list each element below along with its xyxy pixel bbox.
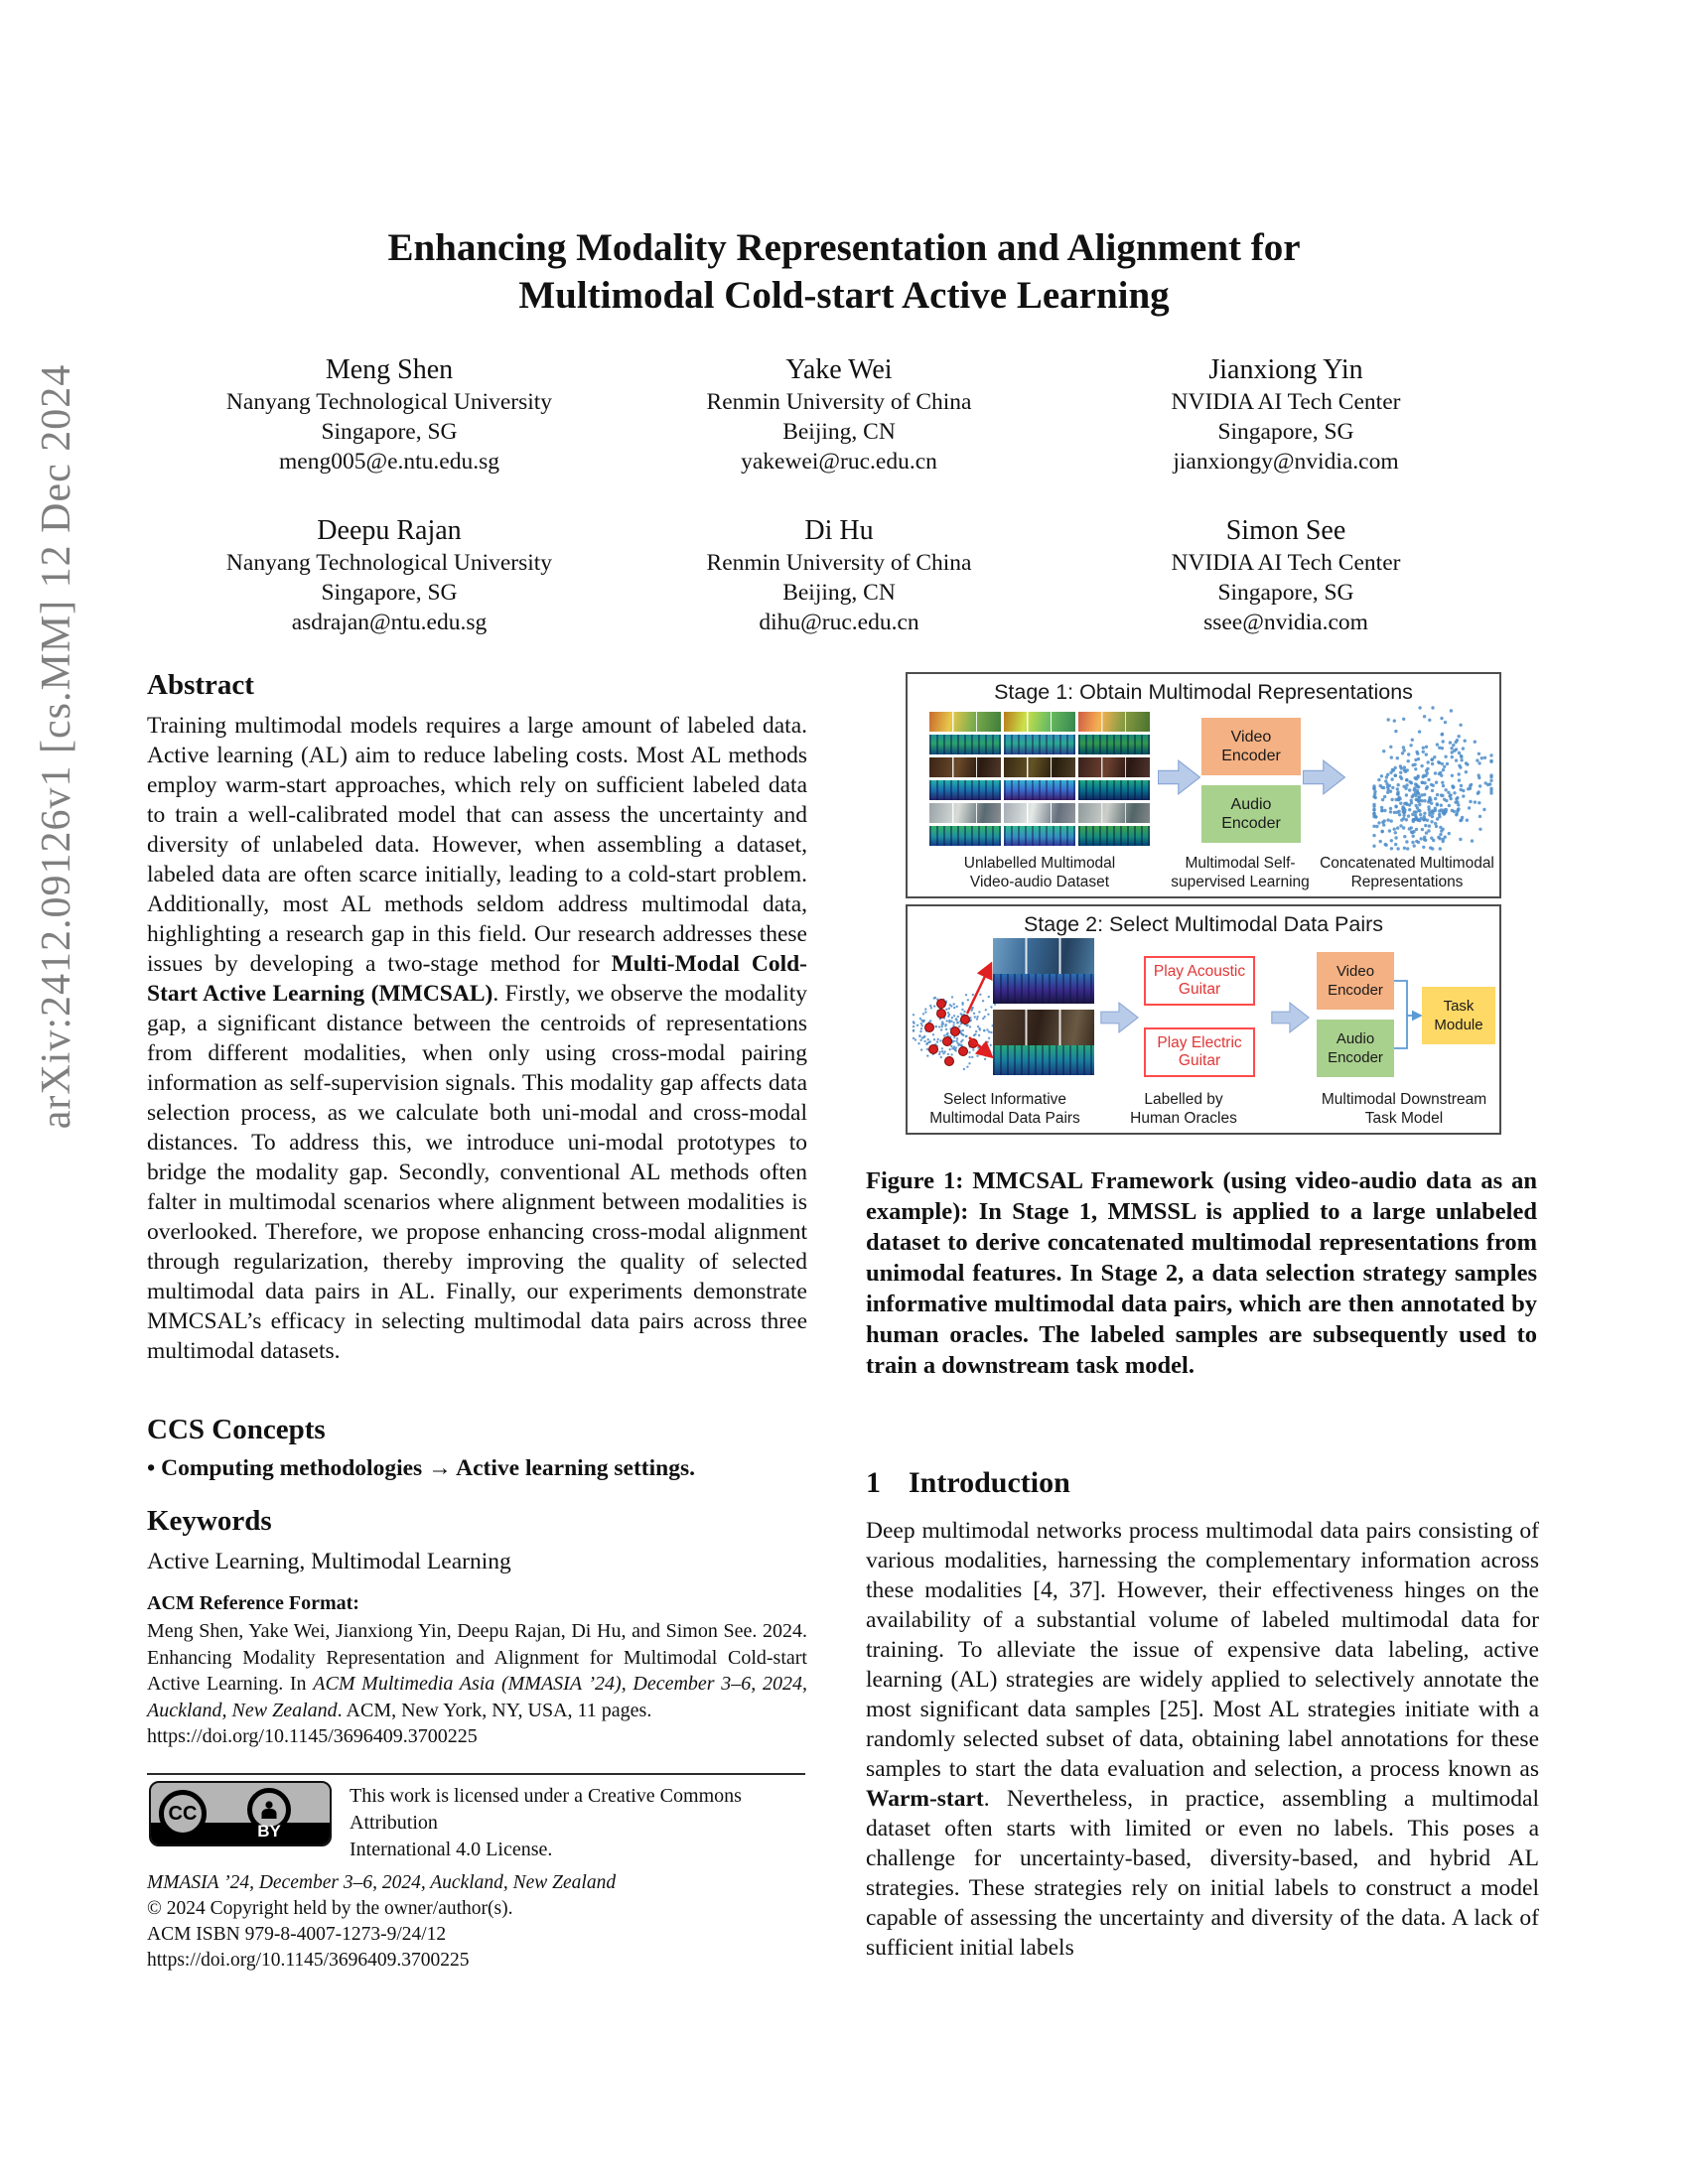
acm-ref-doi-link[interactable]: https://doi.org/10.1145/3696409.3700225	[147, 1725, 478, 1747]
author-location: Singapore, SG	[321, 419, 458, 445]
keywords-heading: Keywords	[147, 1505, 272, 1537]
ccs-concepts-line: • Computing methodologies → Active learning settings.	[147, 1455, 695, 1481]
author-affiliation: NVIDIA AI Tech Center	[1171, 550, 1401, 576]
representations-label: Concatenated Multimodal Representations	[1320, 855, 1494, 890]
title-line-1: Enhancing Modality Representation and Alignment for	[387, 226, 1301, 269]
copyright-block	[147, 1870, 807, 1974]
selection-scatter-plot	[912, 992, 1005, 1077]
keywords-text: Active Learning, Multimodal Learning	[147, 1549, 511, 1574]
author-block	[181, 353, 598, 477]
acm-ref-part2: . ACM, New York, NY, USA, 11 pages.	[337, 1699, 652, 1721]
by-label: BY	[257, 1822, 281, 1841]
right-arrow-icon	[1158, 759, 1201, 795]
copyright-line: © 2024 Copyright held by the owner/author(s).	[147, 1898, 513, 1919]
video-frame-thumb	[1078, 757, 1150, 777]
author-name: Deepu Rajan	[317, 515, 462, 546]
author-affiliation: Nanyang Technological University	[225, 389, 553, 415]
footnote-divider	[147, 1773, 805, 1775]
venue-line: MMASIA ’24, December 3–6, 2024, Auckland, New Zealand	[147, 1872, 617, 1893]
encoder-task-connector	[1390, 946, 1426, 1085]
right-arrow-icon	[1271, 1002, 1311, 1033]
annotation-box-acoustic: Play Acoustic Guitar	[1144, 956, 1255, 1006]
cc-by-license-badge[interactable]	[149, 1781, 332, 1846]
author-name: Simon See	[1225, 515, 1346, 546]
audio-spectrogram-thumb	[1078, 735, 1150, 754]
intro-part2: . Nevertheless, in practice, assembling a multimodal dataset often starts with limited or even no labels. This poses a challenge for uncertainty-based, diversity-based, and hybrid AL strategies. These strategies rely on initial labels to construct a model capable of assessing the uncertainty and diversity of the data. A lack of sufficient initial labels	[866, 1786, 1539, 1961]
video-frame-thumb	[993, 1010, 1094, 1045]
author-affiliation: NVIDIA AI Tech Center	[1171, 389, 1401, 415]
video-frame-thumb	[1004, 757, 1075, 777]
oracle-label: Labelled by Human Oracles	[1130, 1091, 1237, 1127]
author-email: meng005@e.ntu.edu.sg	[278, 449, 499, 475]
stage1-title: Stage 1: Obtain Multimodal Representations	[994, 680, 1413, 704]
audio-spectrogram-thumb	[1004, 826, 1075, 846]
video-encoder-label: Video Encoder	[1328, 963, 1383, 999]
selected-sample-dot	[945, 1057, 954, 1066]
arxiv-watermark: arXiv:2412.09126v1 [cs.MM] 12 Dec 2024	[34, 363, 79, 1130]
license-statement	[350, 1783, 791, 1863]
audio-spectrogram-thumb	[1078, 826, 1150, 846]
audio-spectrogram-thumb	[929, 735, 1001, 754]
figure-caption: Figure 1: MMCSAL Framework (using video-audio data as an example): In Stage 1, MMSSL is applied to a large unlabeled dataset to derive concatenated multimodal representations from unimodal features. In Stage 2, a data selection strategy samples informative multimodal data pairs, which are then annotated by human oracles. The labeled samples are subsequently used to train a downstream task model.	[866, 1167, 1537, 1379]
video-frame-thumb	[1004, 712, 1075, 732]
ssl-label: Multimodal Self- supervised Learning	[1171, 855, 1310, 890]
selected-sample-dot	[951, 1027, 960, 1036]
selected-sample-dot	[925, 1024, 934, 1032]
ccs-heading: CCS Concepts	[147, 1414, 326, 1445]
author-name: Jianxiong Yin	[1208, 354, 1363, 385]
selected-sample-dot	[937, 1000, 946, 1009]
author-name: Di Hu	[804, 515, 874, 546]
abstract-part2: . Firstly, we observe the modality gap, a significant distance between the centroids of representations from different modalities, when only using cross-modal pairing information as self-supervision signals. This modality gap affects data selection process, as we calculate both uni-modal and cross-modal distances. To address this, we introduce uni-modal prototypes to bridge the modality gap. Secondly, conventional AL methods often falter in multimodal scenarios where alignment between modalities is overlooked. Therefore, we propose enhancing cross-modal alignment through regularization, thereby improving the quality of selected multimodal data pairs in AL. Finally, our experiments demonstrate MMCSAL’s efficacy in selecting multimodal data pairs across three multimodal datasets.	[147, 981, 807, 1364]
selected-sample-dot	[943, 1037, 952, 1046]
video-frame-thumb	[1078, 712, 1150, 732]
abstract-bold-phrase: Multi-Modal Cold-Start Active Learning (MMCSAL)	[147, 951, 807, 1007]
author-location: Beijing, CN	[782, 580, 896, 606]
video-frame-thumb	[1078, 803, 1150, 823]
task-module-box	[1422, 987, 1495, 1044]
selected-sample-dot	[969, 1039, 978, 1048]
author-email: jianxiongy@nvidia.com	[1173, 449, 1399, 475]
figure-stage1-panel	[906, 672, 1501, 898]
author-block	[631, 353, 1048, 477]
audio-encoder-label: Audio Encoder	[1221, 796, 1281, 832]
video-frame-thumb	[993, 938, 1094, 974]
author-name: Meng Shen	[325, 354, 454, 385]
person-icon-glyph	[257, 1798, 281, 1822]
task-module-label: Task Module	[1434, 998, 1483, 1033]
author-affiliation: Renmin University of China	[706, 389, 972, 415]
video-audio-dataset-thumbnails	[929, 712, 1150, 846]
author-email: asdrajan@ntu.edu.sg	[291, 610, 488, 635]
video-frame-thumb	[929, 757, 1001, 777]
isbn-line: ACM ISBN 979-8-4007-1273-9/24/12	[147, 1924, 447, 1945]
author-email: dihu@ruc.edu.cn	[759, 610, 919, 635]
audio-spectrogram-thumb	[1078, 780, 1150, 800]
section-title: Introduction	[909, 1466, 1070, 1499]
paper-title	[149, 224, 1539, 320]
representation-scatter-plot	[1372, 706, 1493, 851]
audio-spectrogram-thumb	[993, 974, 1094, 1004]
doi-line[interactable]: https://doi.org/10.1145/3696409.3700225	[147, 1950, 470, 1971]
selected-data-pairs	[993, 938, 1094, 1075]
video-encoder-label: Video Encoder	[1221, 729, 1281, 764]
cc-icon-label: CC	[168, 1802, 198, 1825]
right-arrow-icon	[1303, 759, 1346, 795]
annotation-box-electric: Play Electric Guitar	[1144, 1027, 1255, 1077]
intro-bold-phrase: Warm-start	[866, 1786, 984, 1812]
license-line-1: This work is licensed under a Creative Commons Attribution	[350, 1785, 742, 1834]
intro-part1: Deep multimodal networks process multimodal data pairs consisting of various modalities, harnessing the complementary information across these modalities [4, 37]. However, their effectiveness hinges on the availability of a substantial volume of labeled multimodal data for training. To alleviate the issue of expensive data labeling, active learning (AL) strategies are widely applied to selectively annotate the most significant data samples [25]. Most AL strategies initiate with a randomly selected subset of data, obtaining label annotations for these samples to start the data evaluation and selection, a process known as	[866, 1518, 1539, 1782]
abstract-heading: Abstract	[147, 669, 254, 701]
right-arrow-icon	[1100, 1002, 1140, 1033]
video-encoder-box	[1201, 718, 1301, 775]
audio-spectrogram-thumb	[993, 1045, 1094, 1075]
audio-encoder-label: Audio Encoder	[1328, 1030, 1383, 1066]
video-frame-thumb	[929, 803, 1001, 823]
abstract-text	[147, 711, 807, 1366]
audio-spectrogram-thumb	[1004, 735, 1075, 754]
downstream-task-label: Multimodal Downstream Task Model	[1321, 1091, 1487, 1127]
author-affiliation: Nanyang Technological University	[225, 550, 553, 576]
author-location: Singapore, SG	[1217, 580, 1354, 606]
section-number: 1	[866, 1466, 881, 1499]
dataset-label: Unlabelled Multimodal Video-audio Dataset	[963, 855, 1116, 890]
audio-spectrogram-thumb	[929, 780, 1001, 800]
audio-encoder-box	[1317, 1020, 1394, 1077]
acm-ref-part1: Meng Shen, Yake Wei, Jianxiong Yin, Deepu Rajan, Di Hu, and Simon See. 2024. Enhancing Modality Representation and Alignment for Multimodal Cold-start Active Learning. In	[147, 1620, 807, 1695]
video-frame-thumb	[929, 712, 1001, 732]
introduction-heading	[866, 1466, 1070, 1500]
acm-ref-venue: ACM Multimedia Asia (MMASIA ’24), December 3–6, 2024, Auckland, New Zealand	[147, 1673, 807, 1721]
audio-spectrogram-thumb	[929, 826, 1001, 846]
abstract-part1: Training multimodal models requires a large amount of labeled data. Active learning (AL) aim to reduce labeling costs. Most AL methods employ warm-start approaches, which rely on sufficient labeled data to train a well-calibrated model that can assess the uncertainty and diversity of unlabeled data. However, when assembling a dataset, labeled data are often scarce initially, leading to a cold-start problem. Additionally, most AL methods seldom address multimodal data, highlighting a research gap in this field. Our research addresses these issues by developing a two-stage method for	[147, 713, 807, 977]
author-block	[181, 514, 598, 637]
audio-encoder-box	[1201, 785, 1301, 843]
acm-ref-text	[147, 1618, 807, 1750]
author-email: ssee@nvidia.com	[1203, 610, 1368, 635]
video-frame-thumb	[1004, 803, 1075, 823]
author-location: Beijing, CN	[782, 419, 896, 445]
select-pairs-label: Select Informative Multimodal Data Pairs	[929, 1091, 1080, 1127]
author-affiliation: Renmin University of China	[706, 550, 972, 576]
author-block	[1077, 514, 1494, 637]
introduction-text	[866, 1516, 1539, 1963]
selected-sample-dot	[937, 1010, 946, 1019]
author-name: Yake Wei	[785, 354, 893, 385]
author-email: yakewei@ruc.edu.cn	[741, 449, 937, 475]
cc-icon	[159, 1790, 207, 1838]
figure-stage2-panel	[906, 904, 1501, 1135]
author-block	[1077, 353, 1494, 477]
acm-ref-heading: ACM Reference Format:	[147, 1592, 359, 1614]
author-block	[631, 514, 1048, 637]
author-location: Singapore, SG	[321, 580, 458, 606]
audio-spectrogram-thumb	[1004, 780, 1075, 800]
title-line-2: Multimodal Cold-start Active Learning	[518, 274, 1170, 317]
selected-sample-dot	[959, 1047, 968, 1056]
selected-sample-dot	[961, 1016, 970, 1024]
selected-sample-dot	[929, 1045, 938, 1054]
stage2-title: Stage 2: Select Multimodal Data Pairs	[1023, 912, 1384, 936]
author-location: Singapore, SG	[1217, 419, 1354, 445]
license-line-2: International 4.0 License.	[350, 1839, 553, 1860]
video-encoder-box	[1317, 952, 1394, 1010]
